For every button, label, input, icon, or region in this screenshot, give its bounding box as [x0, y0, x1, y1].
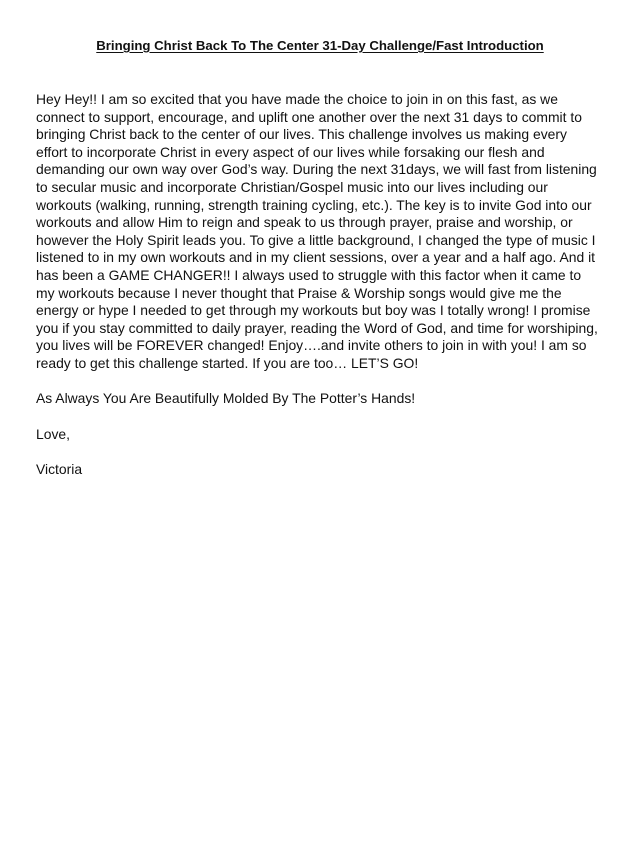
closing-line: As Always You Are Beautifully Molded By The Potter’s Hands!	[36, 390, 416, 406]
intro-paragraph: Hey Hey!! I am so excited that you have made the choice to join in on this fast, as we connect to support, encourage, and uplift one another over the next 31 days to commit to bringing Christ back to the center of our lives. This challenge involves us making every effort to incorporate Christ in every aspect of our lives while forsaking our flesh and demanding our own way over God’s way. During the next 31days, we will fast from listening to secular music and incorporate Christian/Gospel music into our lives including our workouts (walking, running, strength training cycling, etc.). The key is to invite God into our workouts and allow Him to reign and speak to us through prayer, praise and worship, or however the Holy Spirit leads you. To give a little background, I changed the type of music I listened to in my own workouts and in my client sessions, over a year and a half ago. And it has been a GAME CHANGER!! I always used to struggle with this factor when it came to my workouts because I never thought that Praise & Worship songs would give me the energy or hype I needed to get through my workouts but boy was I totally wrong! I promise you if you stay committed to daily prayer, reading the Word of God, and time for worshiping, you lives will be FOREVER changed! Enjoy….and invite others to join in with you! I am so ready to get this challenge started. If you are too… LET’S GO!	[36, 91, 598, 371]
document-title: Bringing Christ Back To The Center 31-Day Challenge/Fast Introduction	[96, 38, 544, 53]
signature: Victoria	[36, 461, 83, 477]
sign-off: Love,	[36, 426, 70, 442]
